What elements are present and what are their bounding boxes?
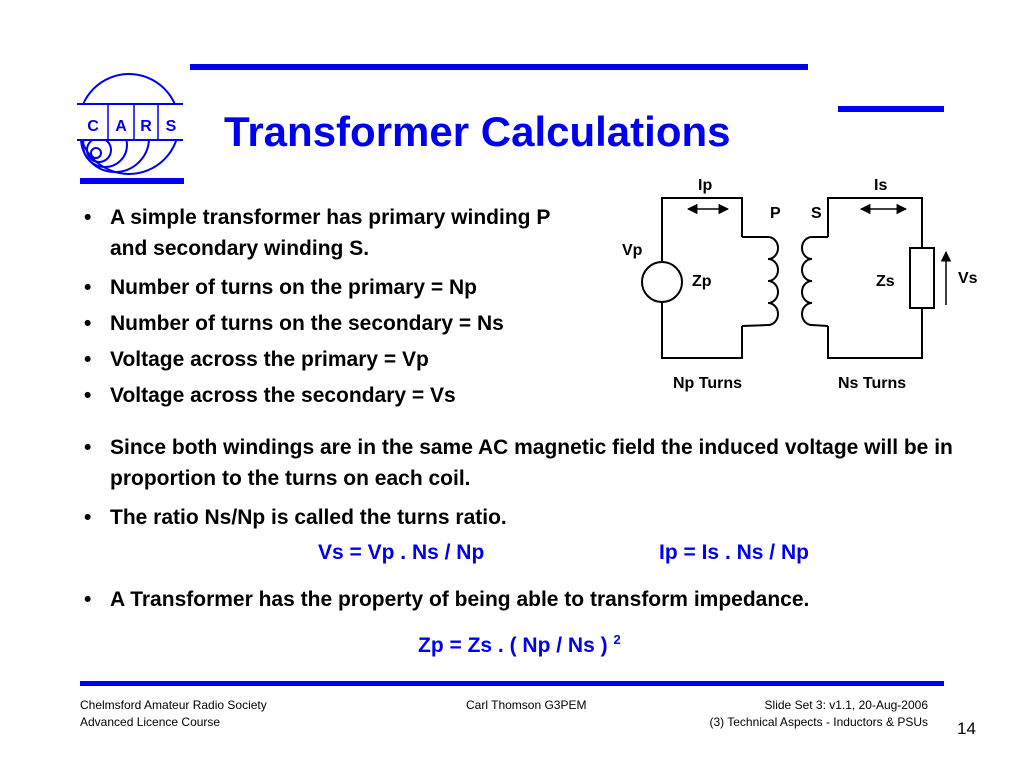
label-zp: Zp (692, 273, 712, 290)
footer-society: Chelmsford Amateur Radio Society (80, 698, 267, 712)
primary-coil-icon (742, 237, 778, 326)
bottom-bullet-list (84, 582, 984, 618)
footer-left (80, 697, 267, 731)
logo-letter-r: R (140, 118, 152, 135)
logo-letter-s: S (165, 118, 177, 135)
footer-right (709, 697, 928, 731)
list-item: • Number of turns on the primary = Np (84, 270, 604, 306)
list-item: • Voltage across the primary = Vp (84, 342, 604, 378)
formula-zp-exponent: 2 (613, 632, 621, 647)
footer-divider (80, 681, 944, 686)
label-np-turns: Np Turns (673, 375, 743, 392)
label-zs: Zs (876, 273, 895, 290)
footer-topic: (3) Technical Aspects - Inductors & PSUs (709, 715, 928, 729)
footer-course: Advanced Licence Course (80, 715, 221, 729)
top-bar (190, 64, 808, 70)
formula-vs: Vs = Vp . Ns / Np (318, 541, 485, 564)
cars-logo (72, 68, 188, 180)
secondary-coil-icon (802, 237, 828, 326)
list-item: • Since both windings are in the same AC magnetic field the induced voltage will be in proportion to the turns on each coil. (84, 432, 964, 494)
formula-ip: Ip = Is . Ns / Np (659, 541, 809, 564)
label-s: S (811, 205, 822, 222)
formula-zp-main: Zp = Zs . ( Np / Ns ) (418, 634, 608, 657)
top-bullet-list (84, 202, 604, 414)
formula-zp (418, 632, 621, 658)
label-is: Is (874, 177, 888, 194)
list-item: • Voltage across the secondary = Vs (84, 378, 604, 414)
list-item: • A Transformer has the property of being able to transform impedance. (84, 582, 984, 618)
footer-slide-set: Slide Set 3: v1.1, 20-Aug-2006 (764, 698, 928, 712)
label-ns-turns: Ns Turns (838, 375, 907, 392)
label-p: P (770, 205, 781, 222)
list-item: • The ratio Ns/Np is called the turns ratio. (84, 500, 964, 536)
label-vp: Vp (622, 242, 643, 259)
logo-letter-a: A (115, 118, 127, 135)
load-resistor-icon (910, 248, 934, 308)
list-item: • Number of turns on the secondary = Ns (84, 306, 604, 342)
label-ip: Ip (698, 177, 713, 194)
label-vs: Vs (958, 270, 978, 287)
transformer-diagram (600, 168, 1000, 398)
right-accent-bar (838, 106, 944, 112)
page-number: 14 (957, 719, 976, 738)
middle-bullet-list (84, 432, 964, 536)
list-item: • A simple transformer has primary winding P and secondary winding S. (84, 202, 550, 264)
ac-source-icon (642, 262, 682, 302)
footer-author: Carl Thomson G3PEM (466, 698, 587, 712)
logo-letter-c: C (87, 118, 99, 135)
page-title: Transformer Calculations (224, 108, 731, 155)
